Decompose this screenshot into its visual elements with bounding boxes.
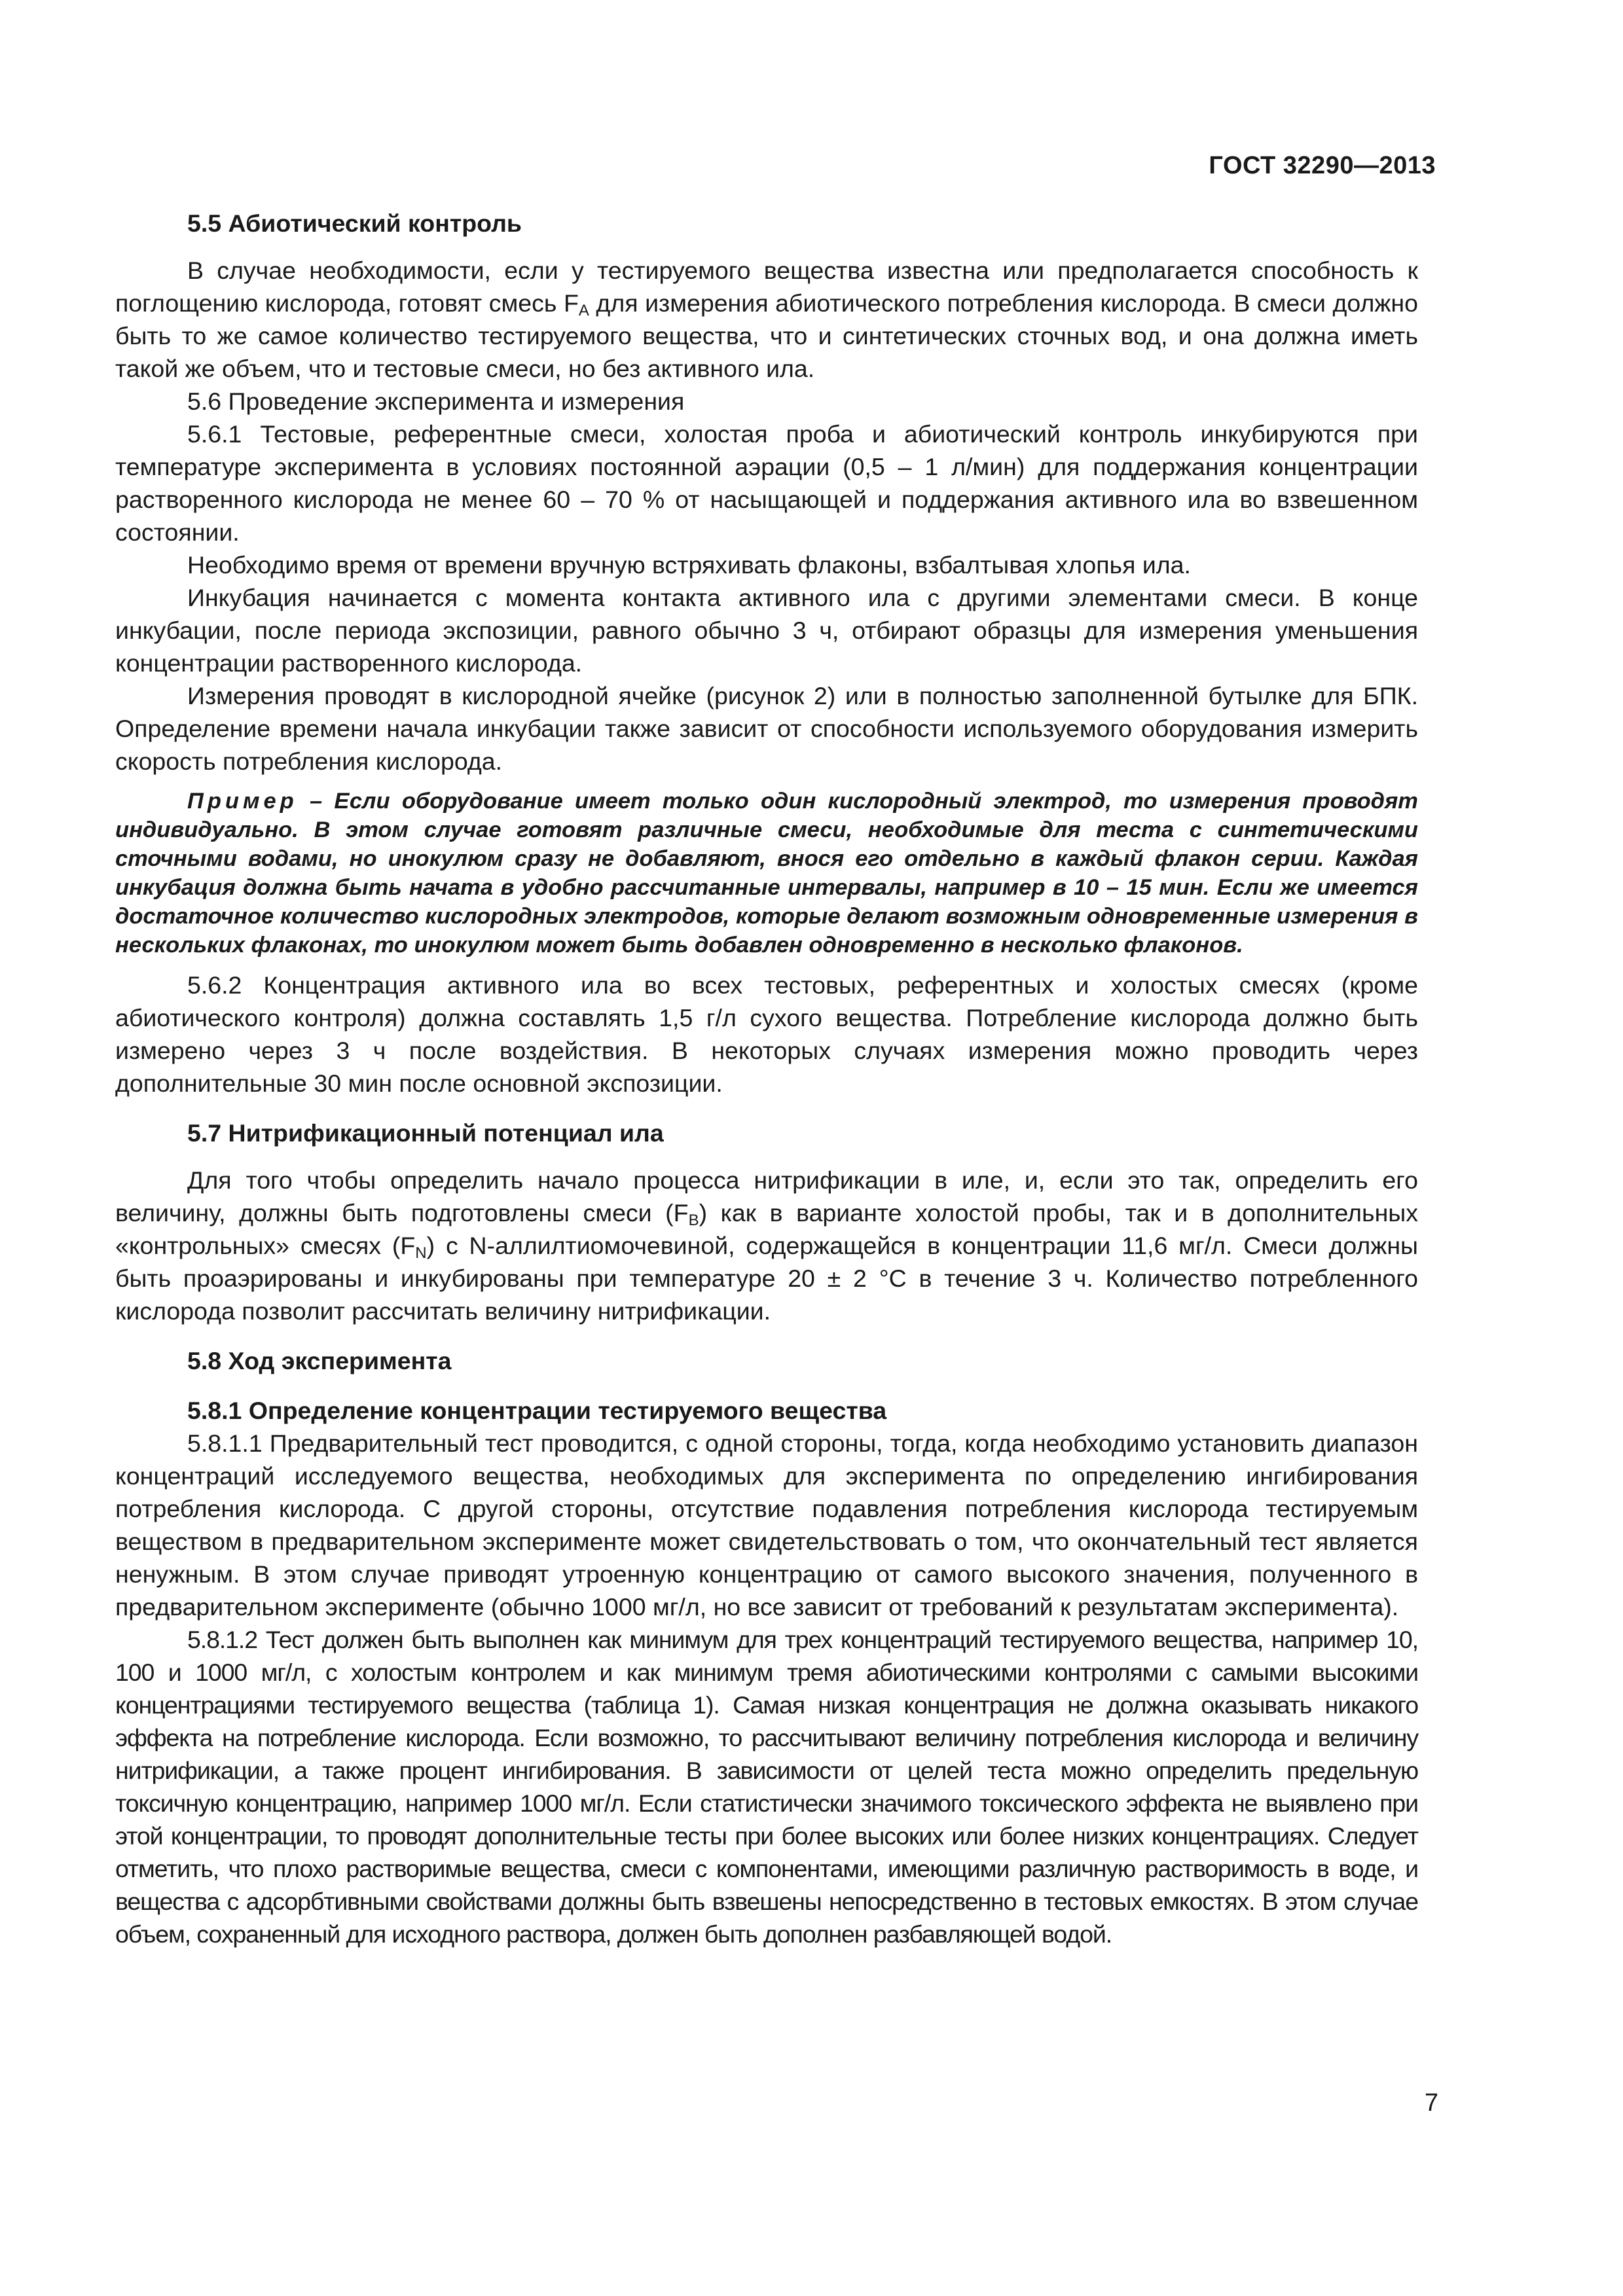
paragraph-5-7	[115, 1164, 1418, 1327]
note-text: – Если оборудование имеет только один кислородный электрод, то измерения проводят индивидуально. В этом случае готовят различные смеси, необходимые для теста с синтетическими сточными водами, но инокулюм сразу не добавляют, внося его отдельно в каждый флакон серии. Каждая инкубация должна быть начата в удобно рассчитанные интервалы, например в 10 – 15 мин. Если же имеется достаточное количество кислородных электродов, которые делают возможным одновременные измерения в нескольких флаконах, то инокулюм может быть добавлен одновременно в несколько флаконов.	[115, 789, 1418, 958]
section-heading-5-5: 5.5 Абиотический контроль	[187, 209, 522, 237]
text-fragment: В случае необходимости, если у тестируемого вещества известна или предполагается способность к поглощению кислорода, готовят смесь F	[115, 257, 1418, 317]
paragraph-5-6-measurement: Измерения проводят в кислородной ячейке (рисунок 2) или в полностью заполненной бутылке для БПК. Определение времени начала инкубации также зависит от способности используемого оборудования измерить скорость потребления кислорода.	[115, 682, 1418, 775]
subscript: N	[415, 1244, 427, 1262]
text-fragment: Для того чтобы определить начало процесса нитрификации в иле, и, если это так, определить его величину, должны быть подготовлены смеси (F	[115, 1166, 1418, 1227]
subscript: B	[688, 1211, 699, 1229]
example-note	[115, 787, 1418, 960]
document-standard-id: ГОСТ 32290—2013	[1209, 152, 1436, 179]
section-heading-5-8: 5.8 Ход эксперимента	[187, 1347, 452, 1374]
paragraph-5-6-incubation: Инкубация начинается с момента контакта активного ила с другими элементами смеси. В конце инкубации, после периода экспозиции, равного обычно 3 ч, отбирают образцы для измерения уменьшения концентрации растворенного кислорода.	[115, 584, 1418, 677]
paragraph-5-5	[115, 254, 1418, 385]
paragraph-5-8-1-1: 5.8.1.1 Предварительный тест проводится, с одной стороны, тогда, когда необходимо установить диапазон концентраций исследуемого вещества, необходимых для эксперимента по определению ингибирования потребления кислорода. С другой стороны, отсутствие подавления потребления кислорода тестируемым веществом в предварительном эксперименте может свидетельствовать о том, что окончательный тест является ненужным. В этом случае приводят утроенную концентрацию от самого высокого значения, полученного в предварительном эксперименте (обычно 1000 мг/л, но все зависит от требований к результатам эксперимента).	[115, 1429, 1418, 1621]
section-heading-5-6: 5.6 Проведение эксперимента и измерения	[187, 387, 685, 415]
subscript: A	[578, 302, 589, 319]
paragraph-5-8-1-2: 5.8.1.2 Тест должен быть выполнен как минимум для трех концентраций тестируемого вещества, например 10, 100 и 1000 мг/л, с холостым контролем и как минимум тремя абиотическими контролями с самыми высокими концентрациями тестируемого вещества (таблица 1). Самая низкая концентрация не должна оказывать никакого эффекта на потребление кислорода. Если возможно, то рассчитывают величину потребления кислорода и величину нитрификации, а также процент ингибирования. В зависимости от целей теста можно определить предельную токсичную концентрацию, например 1000 мг/л. Если статистически значимого токсического эффекта не выявлено при этой концентрации, то проводят дополнительные тесты при более высоких или более низких концентрациях. Следует отметить, что плохо растворимые вещества, смеси с компонентами, имеющими различную растворимость в воде, и вещества с адсорбтивными свойствами должны быть взвешены непосредственно в тестовых емкостях. В этом случае объем, сохраненный для исходного раствора, должен быть дополнен разбавляющей водой.	[115, 1626, 1418, 1948]
text-fragment: ) как в варианте холостой пробы, так и в дополнительных «контрольных» смесях (F	[115, 1199, 1418, 1259]
page-number: 7	[1424, 2089, 1438, 2117]
text-fragment: ) с N-аллилтиомочевиной, содержащейся в концентрации 11,6 мг/л. Смеси должны быть проаэрированы и инкубированы при температуре 20 ± 2 °С в течение 3 ч. Количество потребленного кислорода позволит рассчитать величину нитрификации.	[115, 1232, 1418, 1325]
paragraph-5-6-2: 5.6.2 Концентрация активного ила во всех тестовых, референтных и холостых смесях (кроме абиотического контроля) должна составлять 1,5 г/л сухого вещества. Потребление кислорода должно быть измерено через 3 ч после воздействия. В некоторых случаях измерения можно проводить через дополнительные 30 мин после основной экспозиции.	[115, 971, 1418, 1097]
paragraph-5-6-shaking: Необходимо время от времени вручную встряхивать флаконы, взбалтывая хлопья ила.	[187, 551, 1191, 579]
note-label: Пример	[187, 789, 298, 814]
paragraph-5-6-1: 5.6.1 Тестовые, референтные смеси, холостая проба и абиотический контроль инкубируются при температуре эксперимента в условиях постоянной аэрации (0,5 – 1 л/мин) для поддержания концентрации растворенного кислорода не менее 60 – 70 % от насыщающей и поддержания активного ила во взвешенном состоянии.	[115, 420, 1418, 546]
text-fragment: для измерения абиотического потребления кислорода. В смеси должно быть то же самое количество тестируемого вещества, что и синтетических сточных вод, и она должна иметь такой же объем, что и тестовые смеси, но без активного ила.	[115, 289, 1418, 382]
section-heading-5-7: 5.7 Нитрификационный потенциал ила	[187, 1119, 664, 1147]
page-body	[115, 207, 1418, 1950]
subsection-heading-5-8-1: 5.8.1 Определение концентрации тестируемого вещества	[187, 1397, 887, 1424]
